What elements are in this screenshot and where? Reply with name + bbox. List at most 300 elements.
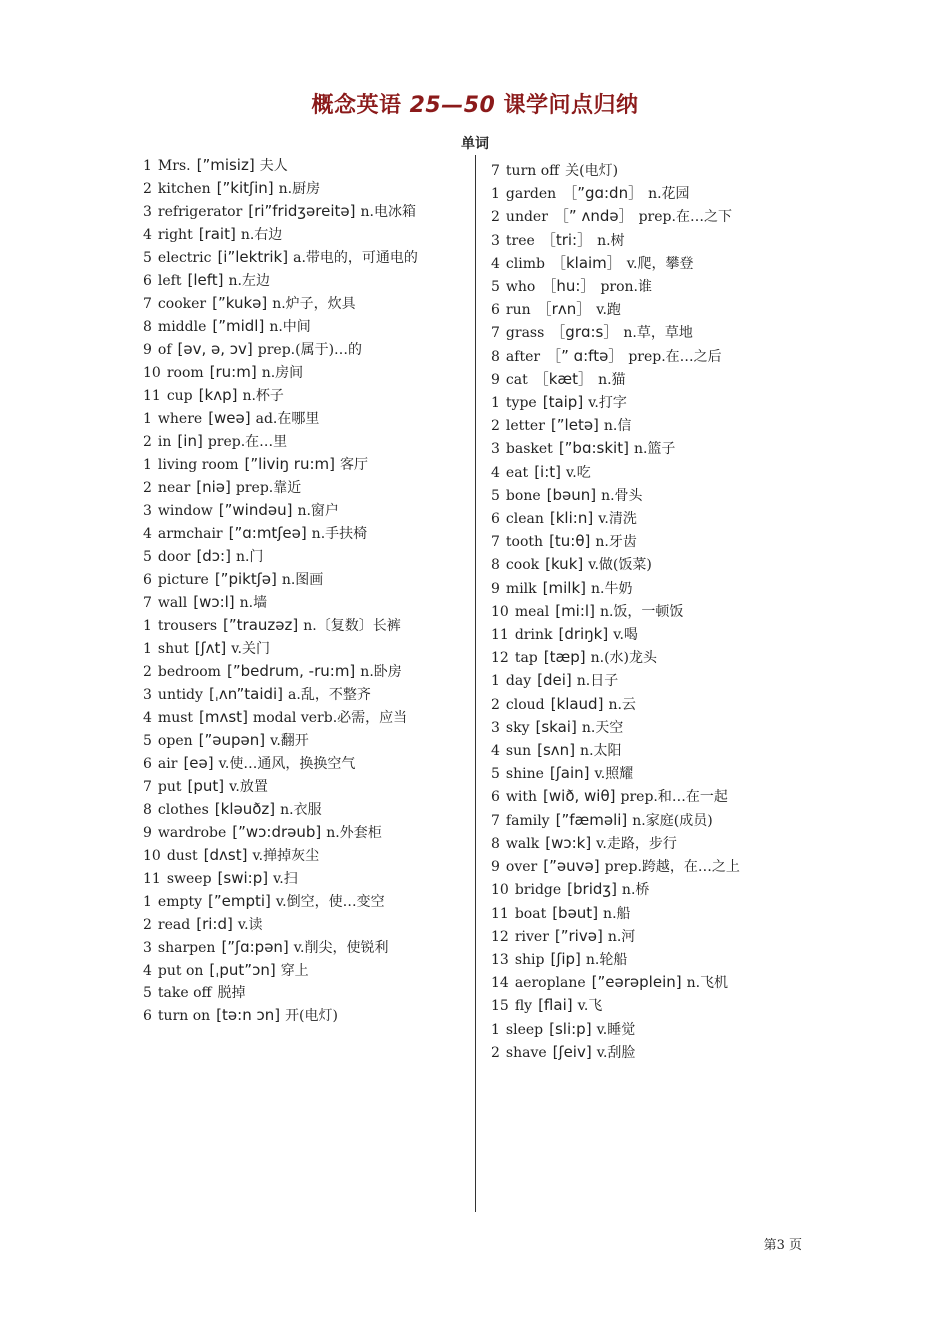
entry-number: 4 <box>491 743 500 760</box>
entry-phonetic: [wɔ:k] <box>545 833 592 852</box>
entry-number: 12 <box>491 928 509 945</box>
entry-phonetic: [kʌp] <box>198 386 238 404</box>
entry-word: grass <box>505 325 545 342</box>
entry-phonetic: [i”lektrik] <box>217 248 289 266</box>
entry-word: untidy <box>157 687 203 703</box>
title-lesson-range: 25—50 <box>409 93 496 118</box>
entry-number: 8 <box>491 557 500 574</box>
entry-definition: n.中间 <box>269 319 311 335</box>
entry-number: 3 <box>491 719 500 736</box>
entry-definition: n.右边 <box>240 227 283 243</box>
entry-number: 8 <box>491 348 500 365</box>
entry-definition: 穿上 <box>280 963 309 979</box>
entry-definition: n.飞机 <box>686 975 729 992</box>
vocab-entry <box>143 982 461 1004</box>
entry-definition: v.喝 <box>613 627 638 644</box>
entry-phonetic: [i:t] <box>534 462 561 481</box>
entry-definition: n.篮子 <box>633 441 676 458</box>
entry-phonetic: [ri”fridʒəreitə] <box>248 202 356 220</box>
entry-number: 6 <box>491 511 500 528</box>
entry-phonetic: [left] <box>187 271 224 289</box>
entry-definition: modal verb.必需，应当 <box>252 710 408 726</box>
entry-word: day <box>505 673 532 690</box>
entry-phonetic: [bəut] <box>552 903 599 922</box>
entry-phonetic: [taip] <box>542 393 584 412</box>
entry-definition: n.左边 <box>228 273 270 289</box>
entry-number: 1 <box>143 158 152 174</box>
section-heading: 单词 <box>461 136 489 152</box>
entry-phonetic: [skai] <box>535 717 577 736</box>
entry-word: electric <box>157 250 212 266</box>
entry-number: 1 <box>143 411 152 427</box>
entry-number: 10 <box>491 603 509 620</box>
entry-word: ship <box>514 951 545 968</box>
left-vocab-column <box>143 154 461 1027</box>
entry-number: 1 <box>143 894 152 910</box>
vocab-entry <box>143 637 461 660</box>
entry-definition: n.树 <box>597 232 625 249</box>
entry-word: family <box>505 812 550 829</box>
entry-definition: n.炉子，炊具 <box>272 296 356 312</box>
entry-word: cooker <box>157 296 207 312</box>
entry-phonetic: [bridʒ] <box>567 880 617 899</box>
entry-definition: n.日子 <box>576 673 619 690</box>
entry-phonetic: [mi:l] <box>555 601 595 620</box>
vocab-entry <box>143 384 461 407</box>
entry-definition: n.手扶椅 <box>311 526 368 542</box>
entry-phonetic: [”kitʃin] <box>216 179 274 197</box>
entry-definition: n.饭，一顿饭 <box>599 603 684 620</box>
entry-number: 4 <box>491 464 500 481</box>
vocab-entry <box>491 832 801 855</box>
entry-definition: n.骨头 <box>601 487 643 504</box>
entry-definition: v.做(饭菜) <box>588 557 652 574</box>
entry-definition: n.信 <box>603 418 632 435</box>
entry-definition: v.刮脸 <box>596 1044 636 1061</box>
vocab-entry <box>491 762 801 785</box>
entry-phonetic: [”piktʃə] <box>214 570 277 588</box>
entry-number: 5 <box>491 766 500 783</box>
entry-phonetic: ［klaim］ <box>550 253 622 272</box>
vocab-entry <box>491 391 801 414</box>
entry-word: left <box>157 273 182 289</box>
vocab-entry <box>491 160 801 182</box>
entry-definition: n.河 <box>607 928 636 945</box>
entry-number: 1 <box>143 618 152 634</box>
vocab-entry <box>491 623 801 646</box>
entry-definition: prep.在…之后 <box>628 348 722 365</box>
entry-definition: n.房间 <box>261 365 304 381</box>
vocab-entry <box>491 809 801 832</box>
entry-phonetic: [”eərəplein] <box>591 973 682 992</box>
entry-number: 7 <box>491 163 500 179</box>
entry-phonetic: ［” ɑ:ftə］ <box>546 346 624 365</box>
entry-number: 9 <box>491 859 500 876</box>
entry-word: Mrs. <box>157 158 191 174</box>
entry-phonetic: [ʃʌt] <box>194 639 227 657</box>
vocab-entry <box>143 568 461 591</box>
entry-definition: v.吃 <box>566 464 591 481</box>
entry-number: 11 <box>491 627 509 644</box>
entry-number: 8 <box>143 802 152 818</box>
entry-definition: n.轮船 <box>585 951 628 968</box>
vocab-entry <box>491 669 801 692</box>
entry-phonetic: [”letə] <box>550 416 599 435</box>
entry-word: sharpen <box>157 940 216 956</box>
entry-phonetic: [mʌst] <box>199 708 248 726</box>
entry-definition: v.读 <box>237 917 263 933</box>
entry-definition: n.图画 <box>281 572 324 588</box>
vocab-entry <box>143 269 461 292</box>
entry-number: 11 <box>143 388 161 404</box>
entry-number: 1 <box>491 1021 500 1038</box>
entry-definition: v.翻开 <box>270 733 309 749</box>
vocab-entry <box>491 1041 801 1064</box>
entry-number: 5 <box>143 250 152 266</box>
entry-definition: v.打字 <box>588 395 627 412</box>
entry-definition: v.放置 <box>229 779 268 795</box>
entry-definition: pron.谁 <box>600 279 652 296</box>
entry-phonetic: ［hu:］ <box>541 277 596 296</box>
entry-number: 9 <box>491 371 500 388</box>
entry-phonetic: ［”gɑ:dn］ <box>562 184 644 203</box>
vocab-entry <box>143 246 461 269</box>
entry-word: put <box>157 779 182 795</box>
vocab-entry <box>491 577 801 600</box>
vocab-entry <box>143 177 461 200</box>
vocab-entry <box>143 315 461 338</box>
entry-word: fly <box>514 998 533 1015</box>
vocab-entry <box>143 430 461 453</box>
entry-definition: v.睡觉 <box>596 1021 636 1038</box>
entry-word: run <box>505 302 531 319</box>
entry-number: 6 <box>143 756 152 772</box>
entry-word: river <box>514 928 549 945</box>
entry-phonetic: [rait] <box>198 225 236 243</box>
entry-definition: prep.和…在一起 <box>620 789 728 806</box>
entry-word: clothes <box>157 802 209 818</box>
entry-phonetic: [ri:d] <box>196 915 233 933</box>
entry-definition: n.(水)龙头 <box>590 650 657 667</box>
vocab-entry <box>491 600 801 623</box>
entry-number: 13 <box>491 951 509 968</box>
entry-phonetic: [tu:θ] <box>549 532 591 551</box>
vocab-entry <box>143 913 461 936</box>
vocab-entry <box>143 200 461 223</box>
entry-number: 7 <box>143 779 152 795</box>
entry-word: cup <box>166 388 193 404</box>
vocab-entry <box>491 507 801 530</box>
entry-definition: prep.跨越，在…之上 <box>604 859 740 876</box>
entry-phonetic: [ʃip] <box>550 949 581 968</box>
entry-definition: n.电冰箱 <box>360 204 416 220</box>
vocab-entry <box>143 522 461 545</box>
vocab-entry <box>143 683 461 706</box>
entry-definition: v.走路，步行 <box>596 835 677 852</box>
entry-word: read <box>157 917 191 933</box>
entry-word: take off <box>157 985 212 1001</box>
entry-word: middle <box>157 319 207 335</box>
entry-number: 2 <box>491 1044 500 1061</box>
entry-phonetic: [ˌʌn”taidi] <box>208 685 284 703</box>
entry-word: living room <box>157 457 239 473</box>
entry-number: 3 <box>143 940 152 956</box>
entry-word: tooth <box>505 534 544 551</box>
vocab-entry <box>143 499 461 522</box>
entry-phonetic: [tə:n ɔn] <box>216 1006 281 1024</box>
entry-word: tree <box>505 232 535 249</box>
entry-definition: 关(电灯) <box>565 163 619 179</box>
entry-definition: n.云 <box>608 696 636 713</box>
entry-number: 12 <box>491 650 509 667</box>
entry-number: 2 <box>491 209 500 226</box>
entry-word: wall <box>157 595 188 611</box>
vocab-entry <box>491 1018 801 1041</box>
entry-phonetic: [bəun] <box>546 485 597 504</box>
vocab-entry <box>143 798 461 821</box>
entry-definition: prep.在…里 <box>207 434 288 450</box>
entry-number: 1 <box>491 673 500 690</box>
vocab-entry <box>143 752 461 775</box>
entry-number: 4 <box>143 710 152 726</box>
entry-number: 2 <box>143 664 152 680</box>
entry-definition: prep.(属于)…的 <box>257 342 363 358</box>
entry-phonetic: [dʌst] <box>203 846 248 864</box>
title-suffix: 课学问点归纳 <box>495 93 639 118</box>
entry-phonetic: [ˌput”ɔn] <box>209 961 276 979</box>
entry-definition: n.天空 <box>581 719 624 736</box>
entry-phonetic: [in] <box>177 432 203 450</box>
entry-definition: v.关门 <box>231 641 270 657</box>
entry-definition: n.牛奶 <box>590 580 633 597</box>
entry-word: sky <box>505 719 530 736</box>
entry-number: 4 <box>491 255 500 272</box>
vocab-entry <box>491 646 801 669</box>
entry-definition: n.〔复数〕长裤 <box>303 618 401 634</box>
entry-number: 2 <box>143 434 152 450</box>
entry-word: near <box>157 480 191 496</box>
vocab-entry <box>143 775 461 798</box>
entry-phonetic: [flai] <box>538 996 573 1015</box>
entry-phonetic: [”wɔ:drəub] <box>232 823 322 841</box>
entry-word: with <box>505 789 538 806</box>
entry-phonetic: [”fæməli] <box>555 810 628 829</box>
entry-definition: n.衣服 <box>280 802 322 818</box>
vocab-entry <box>143 154 461 177</box>
vocab-entry <box>491 229 801 252</box>
entry-phonetic: [”əuvə] <box>543 857 600 876</box>
entry-number: 11 <box>491 905 509 922</box>
vocab-entry <box>143 292 461 315</box>
vocab-entry <box>143 407 461 430</box>
entry-phonetic: [swi:p] <box>217 869 269 887</box>
entry-word: put on <box>157 963 204 979</box>
vocab-entry <box>143 338 461 361</box>
vocab-entry <box>143 545 461 568</box>
entry-word: climb <box>505 255 545 272</box>
entry-number: 5 <box>143 549 152 565</box>
entry-definition: 客厅 <box>340 457 368 473</box>
entry-definition: 开(电灯) <box>285 1008 338 1024</box>
entry-number: 1 <box>491 395 500 412</box>
entry-number: 8 <box>491 835 500 852</box>
entry-definition: n.门 <box>235 549 264 565</box>
entry-number: 6 <box>143 1008 152 1024</box>
entry-number: 4 <box>143 227 152 243</box>
entry-word: under <box>505 209 548 226</box>
entry-definition: a.乱，不整齐 <box>288 687 371 703</box>
vocab-entry <box>491 275 801 298</box>
entry-word: dust <box>166 848 198 864</box>
vocab-entry <box>491 484 801 507</box>
entry-number: 5 <box>491 487 500 504</box>
entry-number: 3 <box>491 441 500 458</box>
entry-word: turn on <box>157 1008 211 1024</box>
entry-word: bone <box>505 487 541 504</box>
entry-word: drink <box>514 627 553 644</box>
entry-word: shut <box>157 641 189 657</box>
vocab-entry <box>143 1004 461 1027</box>
entry-word: armchair <box>157 526 223 542</box>
entry-phonetic: [”liviŋ ru:m] <box>244 455 335 473</box>
entry-number: 7 <box>143 595 152 611</box>
vocab-entry <box>491 902 801 925</box>
entry-phonetic: [wið, wiθ] <box>543 787 616 806</box>
entry-phonetic: [”bɑ:skit] <box>558 439 629 458</box>
entry-number: 3 <box>491 232 500 249</box>
entry-definition: n.猫 <box>598 371 626 388</box>
entry-phonetic: ［tri:］ <box>540 230 593 249</box>
entry-phonetic: [”trauzəz] <box>223 616 299 634</box>
vocab-entry <box>491 205 801 228</box>
vocab-entry <box>491 461 801 484</box>
vocab-entry <box>491 182 801 205</box>
entry-number: 2 <box>143 181 152 197</box>
vocab-entry <box>143 936 461 959</box>
entry-word: sun <box>505 743 532 760</box>
vocab-entry <box>143 361 461 384</box>
entry-phonetic: [put] <box>187 777 225 795</box>
vocab-entry <box>143 614 461 637</box>
vocab-entry <box>491 994 801 1017</box>
entry-phonetic: [”misiz] <box>196 156 255 174</box>
page-title <box>0 88 950 119</box>
entry-definition: v.飞 <box>577 998 603 1015</box>
entry-phonetic: [”rivə] <box>554 926 603 945</box>
entry-word: garden <box>505 186 557 203</box>
entry-definition: n.厨房 <box>278 181 321 197</box>
entry-word: milk <box>505 580 537 597</box>
entry-number: 6 <box>143 273 152 289</box>
entry-definition: v.清洗 <box>598 511 637 528</box>
entry-phonetic: [wɔ:l] <box>193 593 235 611</box>
entry-word: cat <box>505 371 528 388</box>
entry-word: shave <box>505 1044 547 1061</box>
entry-word: after <box>505 348 541 365</box>
entry-number: 3 <box>143 503 152 519</box>
entry-number: 1 <box>143 457 152 473</box>
entry-word: turn off <box>505 163 560 179</box>
entry-number: 15 <box>491 998 509 1015</box>
entry-word: picture <box>157 572 209 588</box>
entry-definition: 脱掉 <box>217 985 246 1001</box>
entry-phonetic: ［” ʌndə］ <box>553 207 634 226</box>
vocab-entry <box>143 867 461 890</box>
entry-number: 6 <box>143 572 152 588</box>
entry-word: cook <box>505 557 540 574</box>
entry-phonetic: [”ɑ:mtʃeə] <box>228 524 307 542</box>
entry-number: 9 <box>143 825 152 841</box>
entry-definition: a.带电的，可通电的 <box>293 250 418 266</box>
vocab-entry <box>491 785 801 808</box>
vocab-entry <box>491 716 801 739</box>
vocab-entry <box>143 890 461 913</box>
entry-word: aeroplane <box>514 975 586 992</box>
entry-definition: v.削尖，使锐利 <box>293 940 389 956</box>
entry-phonetic: [”ʃɑ:pən] <box>221 938 289 956</box>
entry-word: trousers <box>157 618 218 634</box>
entry-word: in <box>157 434 172 450</box>
entry-phonetic: [weə] <box>208 409 251 427</box>
entry-definition: v.扫 <box>273 871 298 887</box>
entry-phonetic: [”kukə] <box>212 294 268 312</box>
entry-word: over <box>505 859 538 876</box>
entry-number: 2 <box>491 418 500 435</box>
vocab-entry <box>143 476 461 499</box>
vocab-entry <box>491 925 801 948</box>
entry-word: of <box>157 342 172 358</box>
entry-number: 7 <box>143 296 152 312</box>
entry-definition: n.墙 <box>239 595 268 611</box>
entry-word: bedroom <box>157 664 221 680</box>
entry-number: 7 <box>491 534 500 551</box>
entry-phonetic: [”bedrum, -ru:m] <box>226 662 356 680</box>
entry-number: 5 <box>143 985 152 1001</box>
vocab-entry <box>143 959 461 982</box>
entry-phonetic: [əv, ə, ɔv] <box>177 340 253 358</box>
entry-definition: prep.在…之下 <box>638 209 732 226</box>
vocab-entry <box>491 553 801 576</box>
entry-word: eat <box>505 464 529 481</box>
entry-phonetic: [driŋk] <box>558 625 609 644</box>
entry-word: right <box>157 227 193 243</box>
entry-number: 10 <box>491 882 509 899</box>
entry-number: 2 <box>491 696 500 713</box>
entry-word: empty <box>157 894 202 910</box>
vocab-entry <box>491 971 801 994</box>
entry-definition: ad.在哪里 <box>255 411 320 427</box>
entry-number: 7 <box>491 812 500 829</box>
entry-word: bridge <box>514 882 562 899</box>
entry-definition: n.窗户 <box>297 503 339 519</box>
entry-phonetic: [sʌn] <box>537 741 576 760</box>
entry-phonetic: [sli:p] <box>549 1019 592 1038</box>
entry-number: 5 <box>491 279 500 296</box>
vocab-entry <box>143 223 461 246</box>
entry-word: cloud <box>505 696 545 713</box>
entry-word: wardrobe <box>157 825 227 841</box>
entry-word: where <box>157 411 203 427</box>
vocab-entry <box>491 878 801 901</box>
entry-word: meal <box>514 603 550 620</box>
entry-definition: n.桥 <box>621 882 650 899</box>
vocab-entry <box>491 948 801 971</box>
vocab-entry <box>143 706 461 729</box>
vocab-entry <box>491 368 801 391</box>
entry-phonetic: [”windəu] <box>218 501 293 519</box>
entry-definition: n.杯子 <box>242 388 284 404</box>
entry-word: boat <box>514 905 547 922</box>
